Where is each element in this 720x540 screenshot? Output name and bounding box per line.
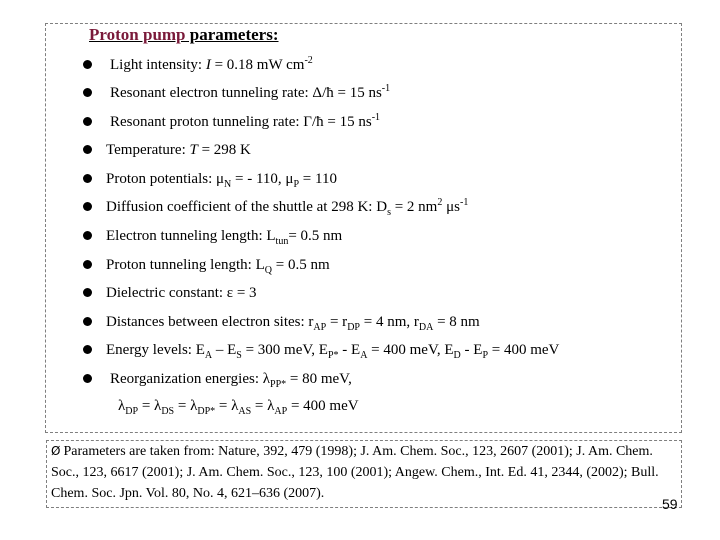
bullet-icon	[83, 60, 92, 69]
page-number: 59	[662, 496, 678, 512]
param-electron-tunneling-rate: Resonant electron tunneling rate: Δ/ħ = 15 $ns^{-1}$	[83, 84, 390, 102]
references-box	[46, 440, 682, 508]
param-light-intensity: Light intensity: I = 0.18 mW $cm^{-2}$	[83, 56, 313, 74]
param-proton-potentials: Proton potentials: $\mu_N$ = - 110, $\mu_P = 110$	[83, 170, 337, 188]
bullet-icon	[83, 117, 92, 126]
param-proton-tunneling-length: Proton tunneling length: $L_Q = 0.5$ nm	[83, 256, 330, 274]
param-proton-tunneling-rate: Resonant proton tunneling rate: Γ/ħ = 15 $ns^{-1}$	[83, 113, 380, 131]
title-proton-pump: Proton pump	[89, 25, 186, 44]
param-distances: Distances between electron sites: $r_{AP} = r_{DP} = 4$ nm, $r_{DA} = 8$ nm	[83, 313, 480, 331]
slide-title	[89, 25, 279, 45]
bullet-icon	[83, 145, 92, 154]
bullet-icon	[83, 345, 92, 354]
title-parameters: parameters:	[185, 25, 279, 44]
bullet-icon	[83, 260, 92, 269]
reorganization-continuation: $\lambda_{DP} = \lambda_{DS} = \lambda_{DP*} = \lambda_{AS} = \lambda_{AP} = 400$ meV	[118, 398, 359, 417]
param-diffusion-coefficient: Diffusion coefficient of the shuttle at 298 K: $D_s = 2$ $nm^2$ $\mu s^{-1}$	[83, 198, 468, 216]
bullet-icon	[83, 202, 92, 211]
bullet-icon	[83, 174, 92, 183]
references-text: Parameters are taken from: Nature, 392, 479 (1998); J. Am. Chem. Soc., 123, 2607 (2001); J. Am. Chem. Soc., 123, 6617 (2001); J. Am. Chem. Soc., 123, 100 (2001); Angew. Chem., Int. Ed. 41, 2344, (2002); Bull. Chem. Soc. Jpn. Vol. 80, No. 4, 621–636 (2007).	[51, 444, 659, 501]
bullet-icon	[83, 88, 92, 97]
arrow-bullet-icon: Ø	[51, 444, 61, 458]
param-temperature: Temperature: T = 298 K	[83, 141, 251, 159]
param-dielectric-constant: Dielectric constant: ε = 3	[83, 284, 257, 302]
param-reorganization-energies: Reorganization energies: $\lambda_{PP*} = 80$ meV,	[83, 370, 352, 388]
bullet-icon	[83, 231, 92, 240]
bullet-icon	[83, 317, 92, 326]
param-energy-levels: Energy levels: $E_A - E_S = 300$ meV, $E_{P*} - E_A = 400$ meV, $E_D - E_P = 400$ meV	[83, 341, 559, 359]
bullet-icon	[83, 288, 92, 297]
bullet-icon	[83, 374, 92, 383]
param-electron-tunneling-length: Electron tunneling length: $L_{tun}= 0.5$ nm	[83, 227, 342, 245]
